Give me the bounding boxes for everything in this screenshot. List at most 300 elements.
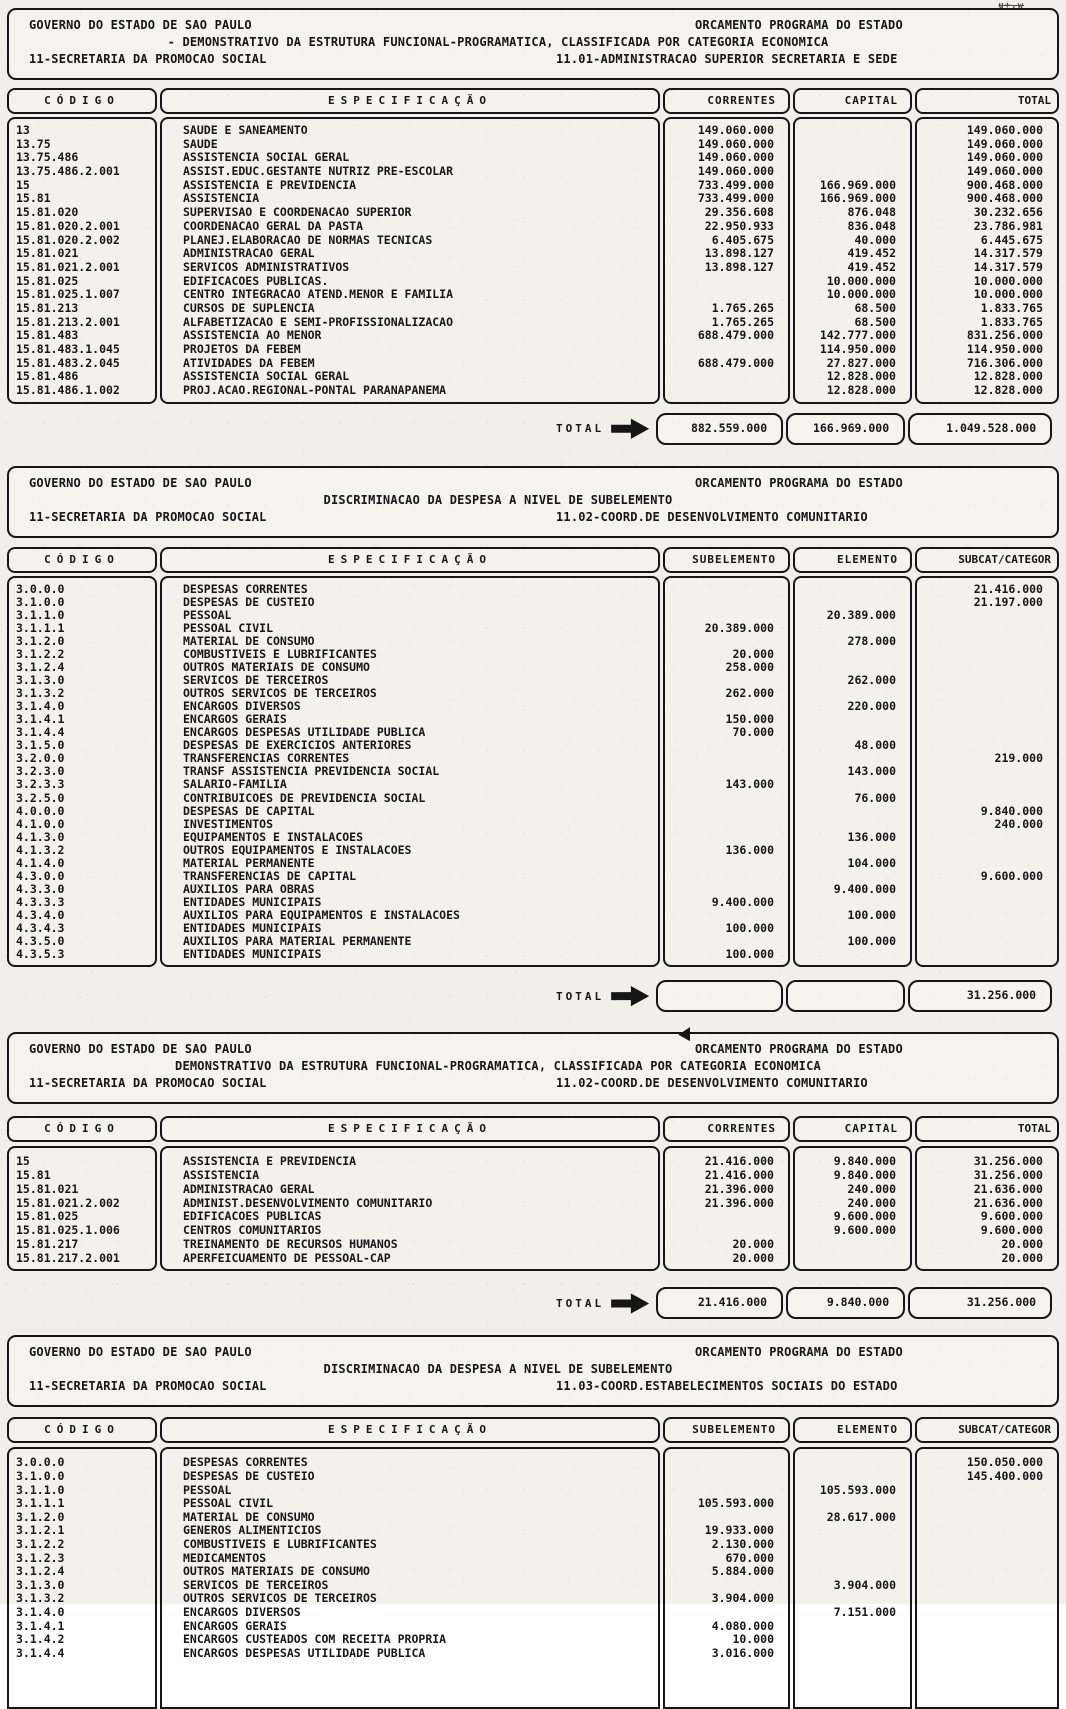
row-code: 3.1.2.0 bbox=[16, 633, 65, 648]
row-value3 bbox=[917, 1511, 1057, 1525]
row-value1: 22.950.933 bbox=[704, 218, 774, 233]
row-code: 3.2.5.0 bbox=[16, 790, 65, 805]
unit-label: 11.02-COORD.DE DESENVOLVIMENTO COMUNITARIO bbox=[556, 509, 868, 524]
row-value1: 20.000 bbox=[732, 1250, 774, 1265]
row-spec: SUPERVISAO E COORDENACAO SUPERIOR bbox=[183, 205, 412, 220]
unit-label: 11.03-COORD.ESTABELECIMENTOS SOCIAIS DO ESTADO bbox=[556, 1379, 898, 1394]
row-value3: 150.050.000 bbox=[966, 1455, 1043, 1470]
row-spec: PESSOAL CIVIL bbox=[183, 620, 274, 635]
row-spec: ADMINIST.DESENVOLVIMENTO COMUNITARIO bbox=[183, 1195, 433, 1210]
row-value2: 9.840.000 bbox=[833, 1167, 896, 1182]
row-spec: PLANEJ.ELABORACAO DE NORMAS TECNICAS bbox=[183, 232, 433, 247]
row-value2 bbox=[795, 948, 910, 961]
row-code: 3.1.4.2 bbox=[16, 1632, 65, 1647]
header-line-top bbox=[29, 18, 1037, 35]
row-code: 15.81.021 bbox=[16, 246, 79, 261]
row-value3 bbox=[917, 1606, 1057, 1620]
row-spec: ASSISTENCIA E PREVIDENCIA bbox=[183, 177, 357, 192]
row-value3 bbox=[917, 857, 1057, 870]
total-arrow-icon bbox=[611, 418, 649, 440]
row-value2: 28.617.000 bbox=[826, 1509, 896, 1524]
row-code: 3.1.2.2 bbox=[16, 646, 65, 661]
row-spec: MATERIAL DE CONSUMO bbox=[183, 1509, 315, 1524]
row-spec: OUTROS SERVICOS DE TERCEIROS bbox=[183, 686, 377, 701]
row-value1: 21.396.000 bbox=[704, 1181, 774, 1196]
column-header-codigo: CÓDIGO bbox=[7, 547, 157, 573]
row-spec: DESPESAS DE EXERCICIOS ANTERIORES bbox=[183, 738, 412, 753]
column-header-especificacao: ESPECIFICAÇÃO bbox=[160, 88, 660, 114]
row-code: 3.1.0.0 bbox=[16, 1469, 65, 1484]
code-column bbox=[7, 1447, 157, 1709]
row-code: 3.1.4.1 bbox=[16, 1618, 65, 1633]
row-value1: 2.130.000 bbox=[711, 1537, 774, 1552]
section-subtitle: DISCRIMINACAO DA DESPESA A NIVEL DE SUBELEMENTO bbox=[323, 492, 673, 507]
row-code: 4.3.0.0 bbox=[16, 868, 65, 883]
column-header-value1: CORRENTES bbox=[663, 1116, 790, 1142]
row-value2 bbox=[795, 870, 910, 883]
row-spec: TREINAMENTO DE RECURSOS HUMANOS bbox=[183, 1236, 398, 1251]
row-value2 bbox=[795, 583, 910, 596]
row-code: 15.81.213.2.001 bbox=[16, 314, 120, 329]
unit-label: 11.01-ADMINISTRACAO SUPERIOR SECRETARIA E SEDE bbox=[556, 52, 898, 66]
row-spec: ENCARGOS DESPESAS UTILIDADE PUBLICA bbox=[183, 1645, 426, 1660]
column-header-value3: TOTAL bbox=[915, 1116, 1059, 1142]
header-line-bottom bbox=[29, 1076, 1037, 1093]
row-value3: 149.060.000 bbox=[966, 150, 1043, 165]
row-spec: EDIFICACOES PUBLICAS bbox=[183, 1209, 322, 1224]
column-header-value3: TOTAL bbox=[915, 88, 1059, 114]
column-header-codigo: CÓDIGO bbox=[7, 1417, 157, 1443]
row-value2: 262.000 bbox=[847, 673, 896, 688]
row-value2: 68.500 bbox=[854, 314, 896, 329]
row-value3: 219.000 bbox=[994, 751, 1043, 766]
government-title: GOVERNO DO ESTADO DE SAO PAULO bbox=[29, 18, 252, 32]
row-value3: 31.256.000 bbox=[973, 1154, 1043, 1169]
row-code: 3.1.4.4 bbox=[16, 725, 65, 740]
row-spec: AUXILIOS PARA EQUIPAMENTOS E INSTALACOES bbox=[183, 907, 460, 922]
row-value1: 13.898.127 bbox=[704, 246, 774, 261]
row-value1 bbox=[665, 275, 788, 289]
row-value2: 27.827.000 bbox=[826, 355, 896, 370]
row-code: 3.1.1.1 bbox=[16, 620, 65, 635]
section-header-box bbox=[7, 8, 1059, 80]
row-value3 bbox=[917, 1592, 1057, 1606]
row-value2: 166.969.000 bbox=[819, 191, 896, 206]
row-code: 3.2.3.0 bbox=[16, 764, 65, 779]
sections-container bbox=[0, 8, 1066, 1709]
row-value3: 900.468.000 bbox=[966, 191, 1043, 206]
row-spec: OUTROS MATERIAIS DE CONSUMO bbox=[183, 1564, 370, 1579]
row-value2: 12.828.000 bbox=[826, 383, 896, 398]
row-spec: EDIFICACOES PUBLICAS. bbox=[183, 273, 329, 288]
header-line-subtitle bbox=[29, 35, 1037, 52]
row-spec: ALFABETIZACAO E SEMI-PROFISSIONALIZACAO bbox=[183, 314, 454, 329]
row-code: 15.81.021 bbox=[16, 1181, 79, 1196]
row-value1 bbox=[665, 596, 788, 609]
row-value3: 6.445.675 bbox=[980, 232, 1043, 247]
row-value1: 20.389.000 bbox=[704, 620, 774, 635]
row-value2 bbox=[795, 1252, 910, 1266]
row-value2: 9.600.000 bbox=[833, 1209, 896, 1224]
column-header-value3: SUBCAT/CATEGOR bbox=[915, 1417, 1059, 1443]
row-value3: 240.000 bbox=[994, 816, 1043, 831]
row-spec: OUTROS MATERIAIS DE CONSUMO bbox=[183, 660, 370, 675]
row-code: 15.81.025 bbox=[16, 1209, 79, 1224]
table-column-headers bbox=[0, 88, 1066, 114]
row-value2: 278.000 bbox=[847, 633, 896, 648]
row-value3: 149.060.000 bbox=[966, 164, 1043, 179]
row-code: 3.0.0.0 bbox=[16, 581, 65, 596]
row-value2 bbox=[795, 1238, 910, 1252]
row-value1: 733.499.000 bbox=[697, 177, 774, 192]
row-value2 bbox=[795, 138, 910, 152]
row-code: 3.2.3.3 bbox=[16, 777, 65, 792]
row-spec: MATERIAL DE CONSUMO bbox=[183, 633, 315, 648]
scan-corner-mark: u+.w bbox=[998, 1, 1024, 11]
row-value3: 31.256.000 bbox=[973, 1167, 1043, 1182]
row-spec: TRANSFERENCIAS DE CAPITAL bbox=[183, 868, 357, 883]
column-header-value3: SUBCAT/CATEGOR bbox=[915, 547, 1059, 573]
budget-section-4 bbox=[0, 1335, 1066, 1709]
row-code: 13.75 bbox=[16, 136, 51, 151]
row-spec: DESPESAS DE CUSTEIO bbox=[183, 594, 315, 609]
row-code: 15.81.025 bbox=[16, 273, 79, 288]
row-spec: ASSISTENCIA SOCIAL GERAL bbox=[183, 150, 350, 165]
row-value2 bbox=[795, 1497, 910, 1511]
row-code: 3.1.3.2 bbox=[16, 1591, 65, 1606]
row-code: 15.81.025.1.006 bbox=[16, 1223, 120, 1238]
row-value1: 20.000 bbox=[732, 1236, 774, 1251]
row-value3 bbox=[917, 1620, 1057, 1634]
row-value1: 262.000 bbox=[725, 686, 774, 701]
row-value1 bbox=[665, 792, 788, 805]
row-value1: 150.000 bbox=[725, 712, 774, 727]
row-value1 bbox=[665, 1470, 788, 1484]
row-spec: COORDENACAO GERAL DA PASTA bbox=[183, 218, 364, 233]
total-row bbox=[0, 413, 1066, 445]
column-header-codigo: CÓDIGO bbox=[7, 88, 157, 114]
table-column-headers bbox=[0, 1116, 1066, 1142]
table-body bbox=[0, 117, 1066, 404]
total-arrow-icon bbox=[611, 985, 649, 1007]
row-value2 bbox=[795, 805, 910, 818]
row-value1: 9.400.000 bbox=[711, 894, 774, 909]
row-code: 4.0.0.0 bbox=[16, 803, 65, 818]
row-code: 15.81.020.2.002 bbox=[16, 232, 120, 247]
row-value3 bbox=[917, 1497, 1057, 1511]
row-spec: ENCARGOS DIVERSOS bbox=[183, 699, 301, 714]
row-code: 3.1.4.1 bbox=[16, 712, 65, 727]
row-spec: ADMINISTRACAO GERAL bbox=[183, 1181, 315, 1196]
row-value2: 143.000 bbox=[847, 764, 896, 779]
row-spec: ENTIDADES MUNICIPAIS bbox=[183, 920, 322, 935]
row-value1 bbox=[665, 831, 788, 844]
column-header-especificacao: ESPECIFICAÇÃO bbox=[160, 1116, 660, 1142]
row-spec: OUTROS SERVICOS DE TERCEIROS bbox=[183, 1591, 377, 1606]
row-code: 13.75.486.2.001 bbox=[16, 164, 120, 179]
row-value2: 105.593.000 bbox=[819, 1482, 896, 1497]
row-spec: CENTRO INTEGRACAO ATEND.MENOR E FAMILIA bbox=[183, 287, 454, 302]
row-value1 bbox=[665, 883, 788, 896]
row-code: 15.81 bbox=[16, 191, 51, 206]
row-value2: 20.389.000 bbox=[826, 607, 896, 622]
row-value2: 10.000.000 bbox=[826, 273, 896, 288]
row-code: 3.1.0.0 bbox=[16, 594, 65, 609]
row-code: 4.3.5.0 bbox=[16, 934, 65, 949]
row-code: 3.1.4.0 bbox=[16, 699, 65, 714]
row-value1 bbox=[665, 818, 788, 831]
row-value3: 9.600.000 bbox=[980, 1223, 1043, 1238]
row-value1 bbox=[665, 1210, 788, 1224]
row-value1 bbox=[665, 805, 788, 818]
row-code: 15.81.483 bbox=[16, 328, 79, 343]
row-spec: ASSIST.EDUC.GESTANTE NUTRIZ PRE-ESCOLAR bbox=[183, 164, 454, 179]
row-value2 bbox=[795, 1565, 910, 1579]
row-value3: 9.840.000 bbox=[980, 803, 1043, 818]
total-row bbox=[0, 980, 1066, 1012]
row-value1 bbox=[665, 609, 788, 622]
row-spec: SAUDE E SANEAMENTO bbox=[183, 123, 308, 137]
row-value1: 688.479.000 bbox=[697, 328, 774, 343]
row-value2 bbox=[795, 124, 910, 138]
total-value2-box: 166.969.000 bbox=[786, 413, 905, 445]
code-column bbox=[7, 117, 157, 404]
row-value1 bbox=[665, 1224, 788, 1238]
row-value2: 240.000 bbox=[847, 1181, 896, 1196]
specification-column bbox=[160, 1146, 660, 1271]
row-value1: 258.000 bbox=[725, 660, 774, 675]
row-spec: APERFEICUAMENTO DE PESSOAL-CAP bbox=[183, 1250, 391, 1265]
row-value2 bbox=[795, 1633, 910, 1647]
row-code: 4.3.4.3 bbox=[16, 920, 65, 935]
header-line-bottom bbox=[29, 52, 1037, 69]
row-spec: INVESTIMENTOS bbox=[183, 816, 274, 831]
value3-column bbox=[915, 1447, 1059, 1709]
row-value2 bbox=[795, 1620, 910, 1634]
header-line-subtitle bbox=[29, 1362, 1037, 1379]
row-value2: 114.950.000 bbox=[819, 342, 896, 356]
row-value2 bbox=[795, 1592, 910, 1606]
row-value3: 12.828.000 bbox=[973, 383, 1043, 398]
row-value1: 143.000 bbox=[725, 777, 774, 792]
row-value2: 100.000 bbox=[847, 934, 896, 949]
row-value1 bbox=[665, 1456, 788, 1470]
row-spec: ADMINISTRACAO GERAL bbox=[183, 246, 315, 261]
row-code: 15.81.021.2.002 bbox=[16, 1195, 120, 1210]
row-value1 bbox=[665, 583, 788, 596]
row-code: 13 bbox=[16, 123, 30, 137]
row-value2: 100.000 bbox=[847, 907, 896, 922]
row-spec: DESPESAS CORRENTES bbox=[183, 581, 308, 596]
row-code: 15.81.020.2.001 bbox=[16, 218, 120, 233]
table-body bbox=[0, 1146, 1066, 1271]
row-value2: 68.500 bbox=[854, 300, 896, 315]
table-column-headers bbox=[0, 547, 1066, 573]
row-code: 4.3.3.3 bbox=[16, 894, 65, 909]
row-value2 bbox=[795, 896, 910, 909]
program-title: ORCAMENTO PROGRAMA DO ESTADO bbox=[695, 18, 903, 32]
row-spec: CONTRIBUICOES DE PREVIDENCIA SOCIAL bbox=[183, 790, 426, 805]
table-body bbox=[0, 576, 1066, 967]
row-spec: SERVICOS ADMINISTRATIVOS bbox=[183, 259, 350, 274]
row-value1 bbox=[665, 343, 788, 357]
code-column bbox=[7, 1146, 157, 1271]
row-value3: 21.636.000 bbox=[973, 1195, 1043, 1210]
row-value1: 3.016.000 bbox=[711, 1645, 774, 1660]
row-spec: COMBUSTIVEIS E LUBRIFICANTES bbox=[183, 646, 377, 661]
row-value1: 1.765.265 bbox=[711, 300, 774, 315]
header-line-subtitle bbox=[29, 1059, 1037, 1076]
value3-column bbox=[915, 117, 1059, 404]
row-spec: PESSOAL bbox=[183, 607, 232, 622]
row-code: 4.3.3.0 bbox=[16, 881, 65, 896]
row-value2: 142.777.000 bbox=[819, 328, 896, 343]
row-spec: ENTIDADES MUNICIPAIS bbox=[183, 894, 322, 909]
government-title: GOVERNO DO ESTADO DE SAO PAULO bbox=[29, 1345, 252, 1360]
row-value3: 716.306.000 bbox=[966, 355, 1043, 370]
row-code: 15.81.025.1.007 bbox=[16, 287, 120, 302]
row-value2: 9.600.000 bbox=[833, 1223, 896, 1238]
row-code: 3.1.1.1 bbox=[16, 1496, 65, 1511]
total-value3-box: 31.256.000 bbox=[908, 980, 1052, 1012]
row-value2: 220.000 bbox=[847, 699, 896, 714]
row-spec: SERVICOS DE TERCEIROS bbox=[183, 1577, 329, 1592]
row-value1: 149.060.000 bbox=[697, 164, 774, 179]
specification-column bbox=[160, 576, 660, 967]
row-value2 bbox=[795, 844, 910, 857]
row-spec: DESPESAS CORRENTES bbox=[183, 1455, 308, 1470]
row-value2 bbox=[795, 165, 910, 179]
row-value3: 9.600.000 bbox=[980, 1209, 1043, 1224]
row-spec: TRANSFERENCIAS CORRENTES bbox=[183, 751, 350, 766]
row-value1: 149.060.000 bbox=[697, 136, 774, 151]
row-value1 bbox=[665, 370, 788, 384]
row-spec: OUTROS EQUIPAMENTOS E INSTALACOES bbox=[183, 842, 412, 857]
row-value3 bbox=[917, 844, 1057, 857]
value1-column bbox=[663, 576, 790, 967]
row-spec: AUXILIOS PARA OBRAS bbox=[183, 881, 315, 896]
row-code: 15.81.486.1.002 bbox=[16, 383, 120, 398]
specification-column bbox=[160, 1447, 660, 1709]
row-code: 3.1.2.1 bbox=[16, 1523, 65, 1538]
row-value3: 30.232.656 bbox=[973, 205, 1043, 220]
row-code: 3.1.2.3 bbox=[16, 1550, 65, 1565]
row-value1: 149.060.000 bbox=[697, 150, 774, 165]
column-header-value1: CORRENTES bbox=[663, 88, 790, 114]
row-code: 4.1.3.2 bbox=[16, 842, 65, 857]
row-value1: 5.884.000 bbox=[711, 1564, 774, 1579]
row-value3: 1.833.765 bbox=[980, 314, 1043, 329]
row-value1: 670.000 bbox=[725, 1550, 774, 1565]
row-code: 15.81.217 bbox=[16, 1236, 79, 1251]
row-value3: 831.256.000 bbox=[966, 328, 1043, 343]
row-value1: 21.416.000 bbox=[704, 1154, 774, 1169]
row-code: 15.81.021.2.001 bbox=[16, 259, 120, 274]
total-label: TOTAL bbox=[556, 422, 605, 436]
unit-label: 11.02-COORD.DE DESENVOLVIMENTO COMUNITARIO bbox=[556, 1076, 868, 1091]
column-header-especificacao: ESPECIFICAÇÃO bbox=[160, 547, 660, 573]
row-code: 4.1.0.0 bbox=[16, 816, 65, 831]
scan-artifact-triangle-icon bbox=[677, 1027, 690, 1041]
row-value3: 10.000.000 bbox=[973, 287, 1043, 302]
row-code: 3.1.3.2 bbox=[16, 686, 65, 701]
row-value2: 9.400.000 bbox=[833, 881, 896, 896]
row-spec: CENTROS COMUNITARIOS bbox=[183, 1223, 322, 1238]
secretariat-label: 11-SECRETARIA DA PROMOCAO SOCIAL bbox=[29, 509, 267, 524]
header-line-top bbox=[29, 476, 1037, 493]
row-value2: 104.000 bbox=[847, 855, 896, 870]
row-value1 bbox=[665, 384, 788, 398]
row-code: 3.1.5.0 bbox=[16, 738, 65, 753]
column-header-value2: ELEMENTO bbox=[793, 1417, 912, 1443]
row-code: 3.1.4.0 bbox=[16, 1605, 65, 1620]
value2-column bbox=[793, 117, 912, 404]
row-value3 bbox=[917, 1552, 1057, 1566]
row-code: 3.1.3.0 bbox=[16, 673, 65, 688]
row-value3 bbox=[917, 1484, 1057, 1498]
row-spec: MEDICAMENTOS bbox=[183, 1550, 267, 1565]
row-value1 bbox=[665, 1606, 788, 1620]
row-value3: 20.000 bbox=[1001, 1250, 1043, 1265]
row-value2 bbox=[795, 1552, 910, 1566]
row-code: 3.1.1.0 bbox=[16, 1482, 65, 1497]
row-code: 4.3.5.3 bbox=[16, 947, 65, 962]
budget-section-2 bbox=[0, 466, 1066, 1012]
row-value2: 9.840.000 bbox=[833, 1154, 896, 1169]
row-value3 bbox=[917, 609, 1057, 622]
row-value3: 20.000 bbox=[1001, 1236, 1043, 1251]
row-value3 bbox=[917, 883, 1057, 896]
row-value1: 10.000 bbox=[732, 1632, 774, 1647]
header-line-top bbox=[29, 1042, 1037, 1059]
row-spec: CURSOS DE SUPLENCIA bbox=[183, 300, 315, 315]
government-title: GOVERNO DO ESTADO DE SAO PAULO bbox=[29, 475, 252, 490]
government-title: GOVERNO DO ESTADO DE SAO PAULO bbox=[29, 1042, 252, 1057]
header-line-top bbox=[29, 1345, 1037, 1362]
header-line-bottom bbox=[29, 1379, 1037, 1396]
row-value3: 900.468.000 bbox=[966, 177, 1043, 192]
row-spec: ATIVIDADES DA FEBEM bbox=[183, 355, 315, 370]
row-value1 bbox=[665, 1484, 788, 1498]
section-header-box bbox=[7, 1335, 1059, 1407]
row-value3 bbox=[917, 1579, 1057, 1593]
value2-column bbox=[793, 576, 912, 967]
column-header-value1: SUBELEMENTO bbox=[663, 1417, 790, 1443]
secretariat-label: 11-SECRETARIA DA PROMOCAO SOCIAL bbox=[29, 1076, 267, 1091]
row-spec: SERVICOS DE TERCEIROS bbox=[183, 673, 329, 688]
row-value1: 1.765.265 bbox=[711, 314, 774, 329]
row-value1: 29.356.608 bbox=[704, 205, 774, 220]
total-label: TOTAL bbox=[556, 1296, 605, 1310]
header-line-subtitle bbox=[29, 493, 1037, 510]
total-value3-box: 1.049.528.000 bbox=[908, 413, 1052, 445]
row-code: 3.2.0.0 bbox=[16, 751, 65, 766]
row-value3 bbox=[917, 1538, 1057, 1552]
row-value2 bbox=[795, 778, 910, 791]
row-value1: 4.080.000 bbox=[711, 1618, 774, 1633]
row-value2 bbox=[795, 596, 910, 609]
row-spec: COMBUSTIVEIS E LUBRIFICANTES bbox=[183, 1537, 377, 1552]
row-value2: 876.048 bbox=[847, 205, 896, 220]
row-value2: 76.000 bbox=[854, 790, 896, 805]
row-value1 bbox=[665, 909, 788, 922]
row-code: 4.1.3.0 bbox=[16, 829, 65, 844]
program-title: ORCAMENTO PROGRAMA DO ESTADO bbox=[695, 1345, 903, 1360]
row-spec: DESPESAS DE CAPITAL bbox=[183, 803, 315, 818]
row-value2: 836.048 bbox=[847, 218, 896, 233]
row-value2: 7.151.000 bbox=[833, 1605, 896, 1620]
row-value3 bbox=[917, 1524, 1057, 1538]
